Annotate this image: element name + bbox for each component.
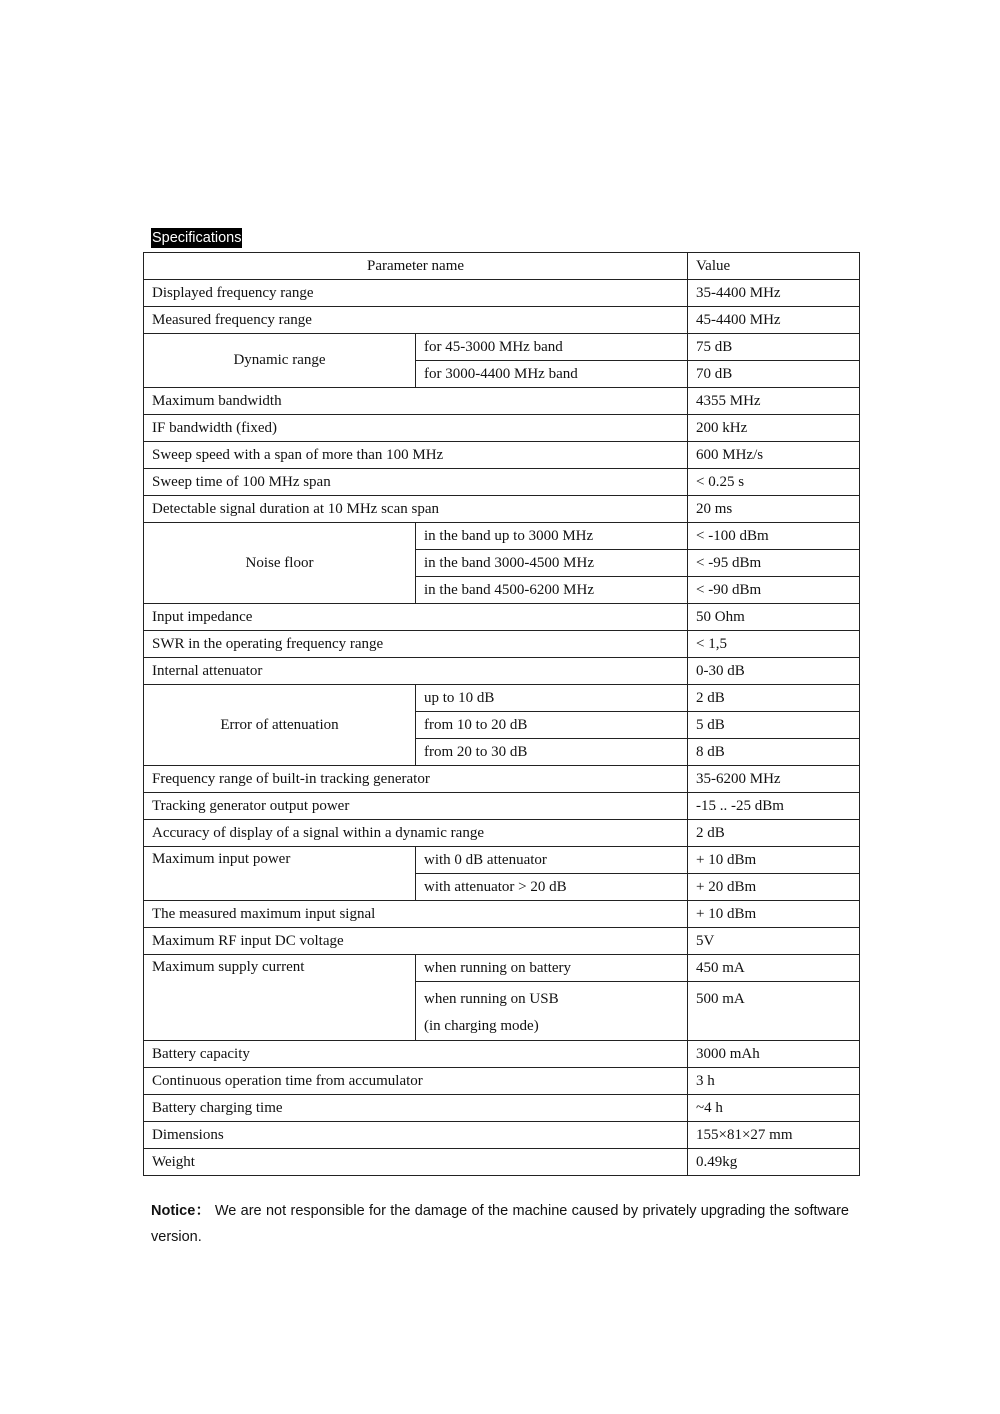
- value-cell: 5 dB: [688, 712, 860, 739]
- parameter-name-cell: Measured frequency range: [144, 307, 688, 334]
- condition-cell: with 0 dB attenuator: [416, 847, 688, 874]
- parameter-name-cell: Maximum supply current: [144, 955, 416, 1041]
- parameter-name-cell: Dimensions: [144, 1122, 688, 1149]
- parameter-name-cell: Sweep time of 100 MHz span: [144, 469, 688, 496]
- table-row: [144, 604, 860, 631]
- condition-cell: in the band 3000-4500 MHz: [416, 550, 688, 577]
- specifications-table: [143, 252, 860, 1176]
- parameter-name-cell: Error of attenuation: [144, 685, 416, 766]
- parameter-name-cell: Displayed frequency range: [144, 280, 688, 307]
- parameter-name-cell: IF bandwidth (fixed): [144, 415, 688, 442]
- value-cell: < -95 dBm: [688, 550, 860, 577]
- table-row: [144, 793, 860, 820]
- header-parameter-name: Parameter name: [144, 253, 688, 280]
- value-cell: ~4 h: [688, 1095, 860, 1122]
- parameter-name-cell: Continuous operation time from accumulator: [144, 1068, 688, 1095]
- notice-label: Notice：: [151, 1203, 211, 1219]
- table-row: [144, 766, 860, 793]
- value-cell: 75 dB: [688, 334, 860, 361]
- table-row: [144, 1122, 860, 1149]
- table-row: [144, 280, 860, 307]
- table-row: [144, 820, 860, 847]
- condition-cell: from 20 to 30 dB: [416, 739, 688, 766]
- parameter-name-cell: Input impedance: [144, 604, 688, 631]
- value-cell: + 10 dBm: [688, 901, 860, 928]
- value-cell: < -100 dBm: [688, 523, 860, 550]
- table-row: [144, 658, 860, 685]
- parameter-name-cell: SWR in the operating frequency range: [144, 631, 688, 658]
- value-cell: < 0.25 s: [688, 469, 860, 496]
- condition-cell: with attenuator > 20 dB: [416, 874, 688, 901]
- condition-cell: up to 10 dB: [416, 685, 688, 712]
- value-cell: 500 mA: [688, 982, 860, 1041]
- parameter-name-cell: Accuracy of display of a signal within a dynamic range: [144, 820, 688, 847]
- value-cell: 35-4400 MHz: [688, 280, 860, 307]
- value-cell: 2 dB: [688, 820, 860, 847]
- value-cell: < 1,5: [688, 631, 860, 658]
- parameter-name-cell: Frequency range of built-in tracking generator: [144, 766, 688, 793]
- table-row: [144, 334, 860, 361]
- table-row: [144, 1041, 860, 1068]
- table-row: [144, 631, 860, 658]
- table-row: [144, 928, 860, 955]
- parameter-name-cell: The measured maximum input signal: [144, 901, 688, 928]
- parameter-name-cell: Detectable signal duration at 10 MHz scan span: [144, 496, 688, 523]
- table-row: [144, 847, 860, 874]
- value-cell: 0-30 dB: [688, 658, 860, 685]
- value-cell: 5V: [688, 928, 860, 955]
- value-cell: + 10 dBm: [688, 847, 860, 874]
- value-cell: -15 .. -25 dBm: [688, 793, 860, 820]
- specifications-table-body: [144, 253, 860, 1176]
- table-row: [144, 685, 860, 712]
- value-cell: 50 Ohm: [688, 604, 860, 631]
- parameter-name-cell: Weight: [144, 1149, 688, 1176]
- notice-text: We are not responsible for the damage of the machine caused by privately upgrading the software version.: [151, 1203, 849, 1245]
- section-heading: Specifications: [152, 230, 242, 246]
- header-value: Value: [688, 253, 860, 280]
- parameter-name-cell: Sweep speed with a span of more than 100 MHz: [144, 442, 688, 469]
- table-row: [144, 523, 860, 550]
- table-row: [144, 901, 860, 928]
- table-row: [144, 307, 860, 334]
- value-cell: + 20 dBm: [688, 874, 860, 901]
- condition-cell: when running on battery: [416, 955, 688, 982]
- condition-line: when running on USB: [424, 991, 559, 1007]
- condition-cell: for 3000-4400 MHz band: [416, 361, 688, 388]
- condition-line: (in charging mode): [424, 1018, 539, 1034]
- value-cell: 3000 mAh: [688, 1041, 860, 1068]
- value-cell: 45-4400 MHz: [688, 307, 860, 334]
- table-row: [144, 442, 860, 469]
- table-row: [144, 1068, 860, 1095]
- value-cell: 450 mA: [688, 955, 860, 982]
- condition-cell: from 10 to 20 dB: [416, 712, 688, 739]
- table-row: [144, 955, 860, 982]
- value-cell: 4355 MHz: [688, 388, 860, 415]
- value-cell: 8 dB: [688, 739, 860, 766]
- value-cell: 35-6200 MHz: [688, 766, 860, 793]
- parameter-name-cell: Maximum bandwidth: [144, 388, 688, 415]
- value-cell: 600 MHz/s: [688, 442, 860, 469]
- table-row: [144, 496, 860, 523]
- parameter-name-cell: Battery charging time: [144, 1095, 688, 1122]
- value-cell: 200 kHz: [688, 415, 860, 442]
- parameter-name-cell: Battery capacity: [144, 1041, 688, 1068]
- table-row: [144, 1095, 860, 1122]
- parameter-name-cell: Noise floor: [144, 523, 416, 604]
- table-header-row: [144, 253, 860, 280]
- condition-cell: in the band up to 3000 MHz: [416, 523, 688, 550]
- table-row: [144, 1149, 860, 1176]
- condition-cell: [416, 982, 688, 1041]
- value-cell: 70 dB: [688, 361, 860, 388]
- value-cell: 2 dB: [688, 685, 860, 712]
- condition-cell: for 45-3000 MHz band: [416, 334, 688, 361]
- table-row: [144, 415, 860, 442]
- table-row: [144, 388, 860, 415]
- value-cell: 155×81×27 mm: [688, 1122, 860, 1149]
- value-cell: < -90 dBm: [688, 577, 860, 604]
- parameter-name-cell: Maximum input power: [144, 847, 416, 901]
- notice-paragraph: [151, 1198, 849, 1250]
- value-cell: 0.49kg: [688, 1149, 860, 1176]
- parameter-name-cell: Tracking generator output power: [144, 793, 688, 820]
- parameter-name-cell: Maximum RF input DC voltage: [144, 928, 688, 955]
- table-row: [144, 469, 860, 496]
- condition-cell: in the band 4500-6200 MHz: [416, 577, 688, 604]
- parameter-name-cell: Internal attenuator: [144, 658, 688, 685]
- value-cell: 20 ms: [688, 496, 860, 523]
- value-cell: 3 h: [688, 1068, 860, 1095]
- parameter-name-cell: Dynamic range: [144, 334, 416, 388]
